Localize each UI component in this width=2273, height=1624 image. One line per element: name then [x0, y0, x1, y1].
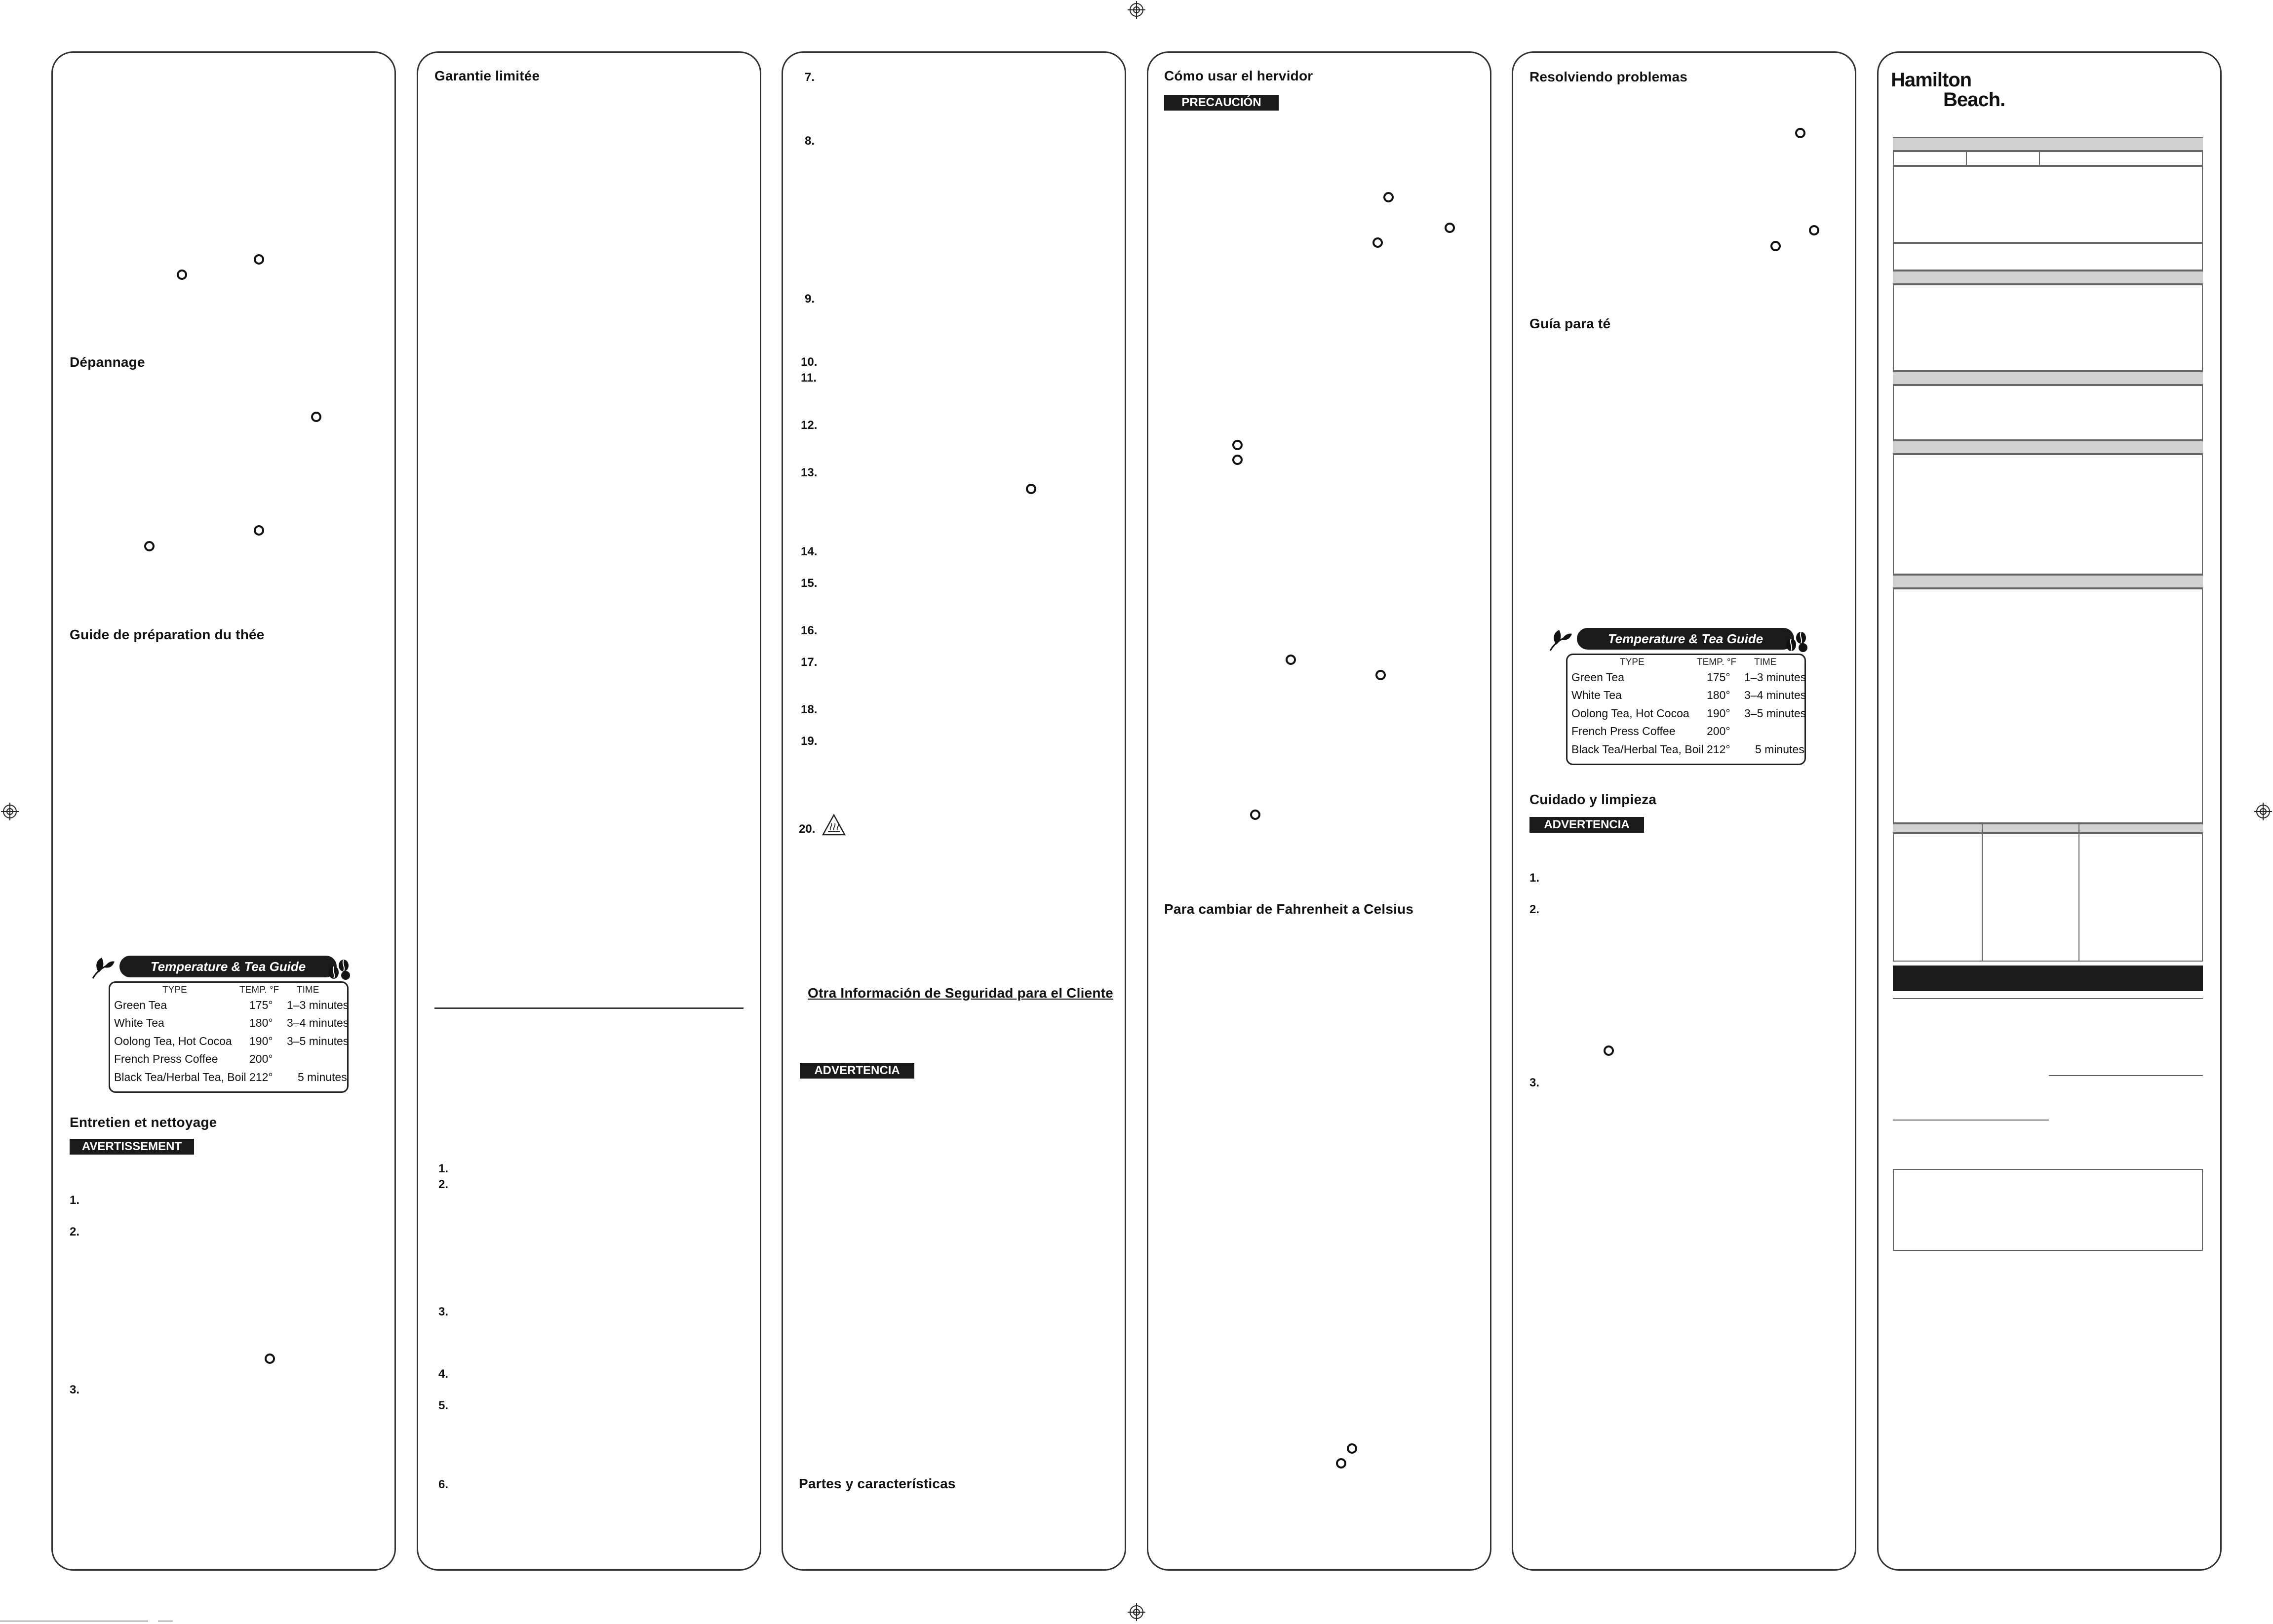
indicator-circle: [1604, 1045, 1614, 1056]
step-number: 10.: [801, 355, 818, 369]
tea-time: 3–5 minutes: [287, 1035, 349, 1047]
registration-mark-top: [1128, 1, 1145, 19]
indicator-circle: [254, 254, 264, 265]
indicator-circle: [1445, 223, 1455, 233]
tea-temp: 175°: [249, 999, 273, 1011]
indicator-circle: [177, 270, 187, 280]
indicator-circle: [1372, 237, 1383, 248]
indicator-circle: [1232, 440, 1243, 450]
crop-mark-left: [0, 1621, 148, 1622]
form-rule: [1893, 998, 2203, 999]
registration-mark-right: [2254, 803, 2272, 820]
step-number: 1.: [70, 1194, 80, 1207]
panel-2: [417, 51, 761, 1571]
indicator-circle: [1770, 241, 1781, 251]
tea-temp: 175°: [1707, 671, 1730, 684]
form-comment-box: [1893, 1169, 2203, 1251]
form-block: [1893, 243, 2203, 271]
heading-resolviendo: Resolviendo problemas: [1529, 69, 1688, 84]
col-temp: TEMP. °F: [239, 985, 279, 995]
crop-mark-small: [158, 1621, 173, 1622]
section-divider: [434, 1007, 744, 1009]
registration-mark-bottom: [1128, 1603, 1145, 1621]
tea-time: 1–3 minutes: [1744, 671, 1806, 684]
form-block: [1893, 587, 2203, 823]
coffee-beans-icon: [327, 959, 352, 980]
heading-depannage: Dépannage: [70, 354, 145, 370]
step-number: 9.: [805, 292, 815, 306]
col-time: TIME: [297, 985, 319, 995]
tea-temp: 180°: [249, 1016, 273, 1029]
form-block: [1893, 166, 2203, 243]
tea-temp: 200°: [1707, 725, 1730, 737]
tea-temp: 190°: [249, 1035, 273, 1047]
step-number: 19.: [801, 735, 818, 748]
form-block: [1893, 384, 2203, 440]
coffee-beans-icon: [1784, 631, 1809, 653]
registration-mark-left: [1, 803, 19, 820]
tea-temp: 180°: [1707, 689, 1730, 701]
warning-badge: ADVERTENCIA: [1529, 817, 1644, 833]
tea-temp: 212°: [1707, 743, 1730, 756]
tea-temp: 212°: [249, 1071, 273, 1083]
tea-guide-table: [90, 956, 352, 1099]
tea-time: 3–5 minutes: [1744, 707, 1806, 720]
step-number: 2.: [70, 1225, 80, 1238]
tea-type: Black Tea/Herbal Tea, Boil: [1571, 743, 1704, 756]
step-number: 7.: [805, 71, 815, 84]
step-number: 5.: [438, 1399, 449, 1412]
form-row-fields: [1893, 150, 2203, 166]
indicator-circle: [1286, 655, 1296, 665]
heading-entretien: Entretien et nettoyage: [70, 1115, 217, 1130]
tea-type: White Tea: [1571, 689, 1622, 701]
tea-type: Black Tea/Herbal Tea, Boil: [114, 1071, 246, 1083]
step-number: 8.: [805, 134, 815, 148]
heading-guide-preparation: Guide de préparation du thée: [70, 627, 265, 642]
step-number: 1.: [438, 1162, 449, 1175]
tea-temp: 200°: [249, 1052, 273, 1065]
form-divider: [2039, 150, 2040, 166]
step-number: 11.: [801, 371, 817, 385]
step-number: 18.: [801, 703, 818, 716]
step-number: 17.: [801, 656, 818, 669]
indicator-circle: [1026, 484, 1036, 494]
step-number: 3.: [438, 1305, 449, 1318]
heading-partes: Partes y características: [799, 1476, 956, 1491]
heading-otra-informacion: Otra Información de Seguridad para el Cliente: [808, 985, 1113, 1001]
tea-type: French Press Coffee: [114, 1052, 218, 1065]
hamilton-beach-logo: [1891, 70, 2005, 110]
step-number: 16.: [801, 624, 818, 637]
panel-5: [1512, 51, 1856, 1571]
date-line: [1893, 1120, 2049, 1121]
step-number: 15.: [801, 577, 818, 590]
indicator-circle: [1375, 670, 1386, 680]
indicator-circle: [311, 412, 321, 422]
step-number: 13.: [801, 466, 818, 479]
form-divider: [1966, 150, 1967, 166]
step-number: 14.: [801, 545, 818, 558]
heading-cambiar-fahrenheit: Para cambiar de Fahrenheit a Celsius: [1164, 901, 1414, 917]
panel-1: [51, 51, 396, 1571]
tea-type: Green Tea: [114, 999, 167, 1011]
step-number: 3.: [70, 1383, 80, 1396]
tea-time: 3–4 minutes: [287, 1016, 349, 1029]
col-time: TIME: [1754, 657, 1777, 667]
tea-temp: 190°: [1707, 707, 1730, 720]
indicator-circle: [1795, 128, 1805, 138]
heading-garantie: Garantie limitée: [434, 68, 540, 83]
tea-time: 3–4 minutes: [1744, 689, 1806, 701]
indicator-circle: [265, 1353, 275, 1364]
tea-type: Oolong Tea, Hot Cocoa: [114, 1035, 232, 1047]
tea-guide-box: [109, 981, 349, 1093]
indicator-circle: [1383, 192, 1394, 202]
tea-time: 5 minutes: [298, 1071, 347, 1083]
indicator-circle: [1250, 810, 1260, 820]
step-number: 12.: [801, 419, 818, 432]
tea-guide-table: [1547, 628, 1809, 771]
indicator-circle: [1336, 1458, 1346, 1469]
tea-type: Green Tea: [1571, 671, 1624, 684]
heading-como-usar: Cómo usar el hervidor: [1164, 68, 1313, 83]
col-temp: TEMP. °F: [1697, 657, 1737, 667]
form-block: [1893, 453, 2203, 575]
panel-4: [1147, 51, 1491, 1571]
signature-line: [2049, 1075, 2203, 1076]
leaf-icon: [90, 957, 116, 981]
form-dark-bar: [1893, 966, 2203, 991]
form-divider: [2078, 823, 2079, 962]
step-number: 6.: [438, 1478, 449, 1491]
tea-type: French Press Coffee: [1571, 725, 1676, 737]
form-block: [1893, 283, 2203, 371]
indicator-circle: [254, 525, 264, 536]
form-divider: [1982, 823, 1983, 962]
step-number: 1.: [1529, 871, 1540, 885]
step-number: 4.: [438, 1367, 449, 1381]
tea-guide-box: [1566, 654, 1806, 765]
form-block: [1893, 832, 2203, 962]
step-number: 2.: [1529, 903, 1540, 916]
indicator-circle: [144, 541, 155, 551]
tea-time: 5 minutes: [1755, 743, 1804, 756]
step-number: 20.: [799, 822, 816, 836]
tea-type: Oolong Tea, Hot Cocoa: [1571, 707, 1689, 720]
warning-badge: ADVERTENCIA: [800, 1063, 914, 1079]
indicator-circle: [1347, 1443, 1357, 1454]
tea-time: 1–3 minutes: [287, 999, 349, 1011]
tea-guide-title: Temperature & Tea Guide: [119, 956, 337, 977]
logo-line-1: Hamilton: [1891, 69, 1972, 91]
step-number: 3.: [1529, 1076, 1540, 1089]
indicator-circle: [1809, 225, 1819, 235]
logo-line-2: Beach.: [1943, 89, 2005, 111]
col-type: TYPE: [1620, 657, 1645, 667]
panel-3: [782, 51, 1126, 1571]
warning-badge: AVERTISSEMENT: [70, 1139, 194, 1155]
heading-cuidado: Cuidado y limpieza: [1529, 792, 1657, 807]
caution-badge: PRECAUCIÓN: [1164, 95, 1279, 111]
heading-guia-te: Guía para té: [1529, 316, 1611, 331]
indicator-circle: [1232, 455, 1243, 465]
surface-hot-icon: [822, 813, 846, 836]
col-type: TYPE: [162, 985, 187, 995]
tea-guide-title: Temperature & Tea Guide: [1577, 628, 1794, 650]
step-number: 2.: [438, 1178, 449, 1191]
tea-type: White Tea: [114, 1016, 164, 1029]
leaf-icon: [1547, 629, 1573, 654]
